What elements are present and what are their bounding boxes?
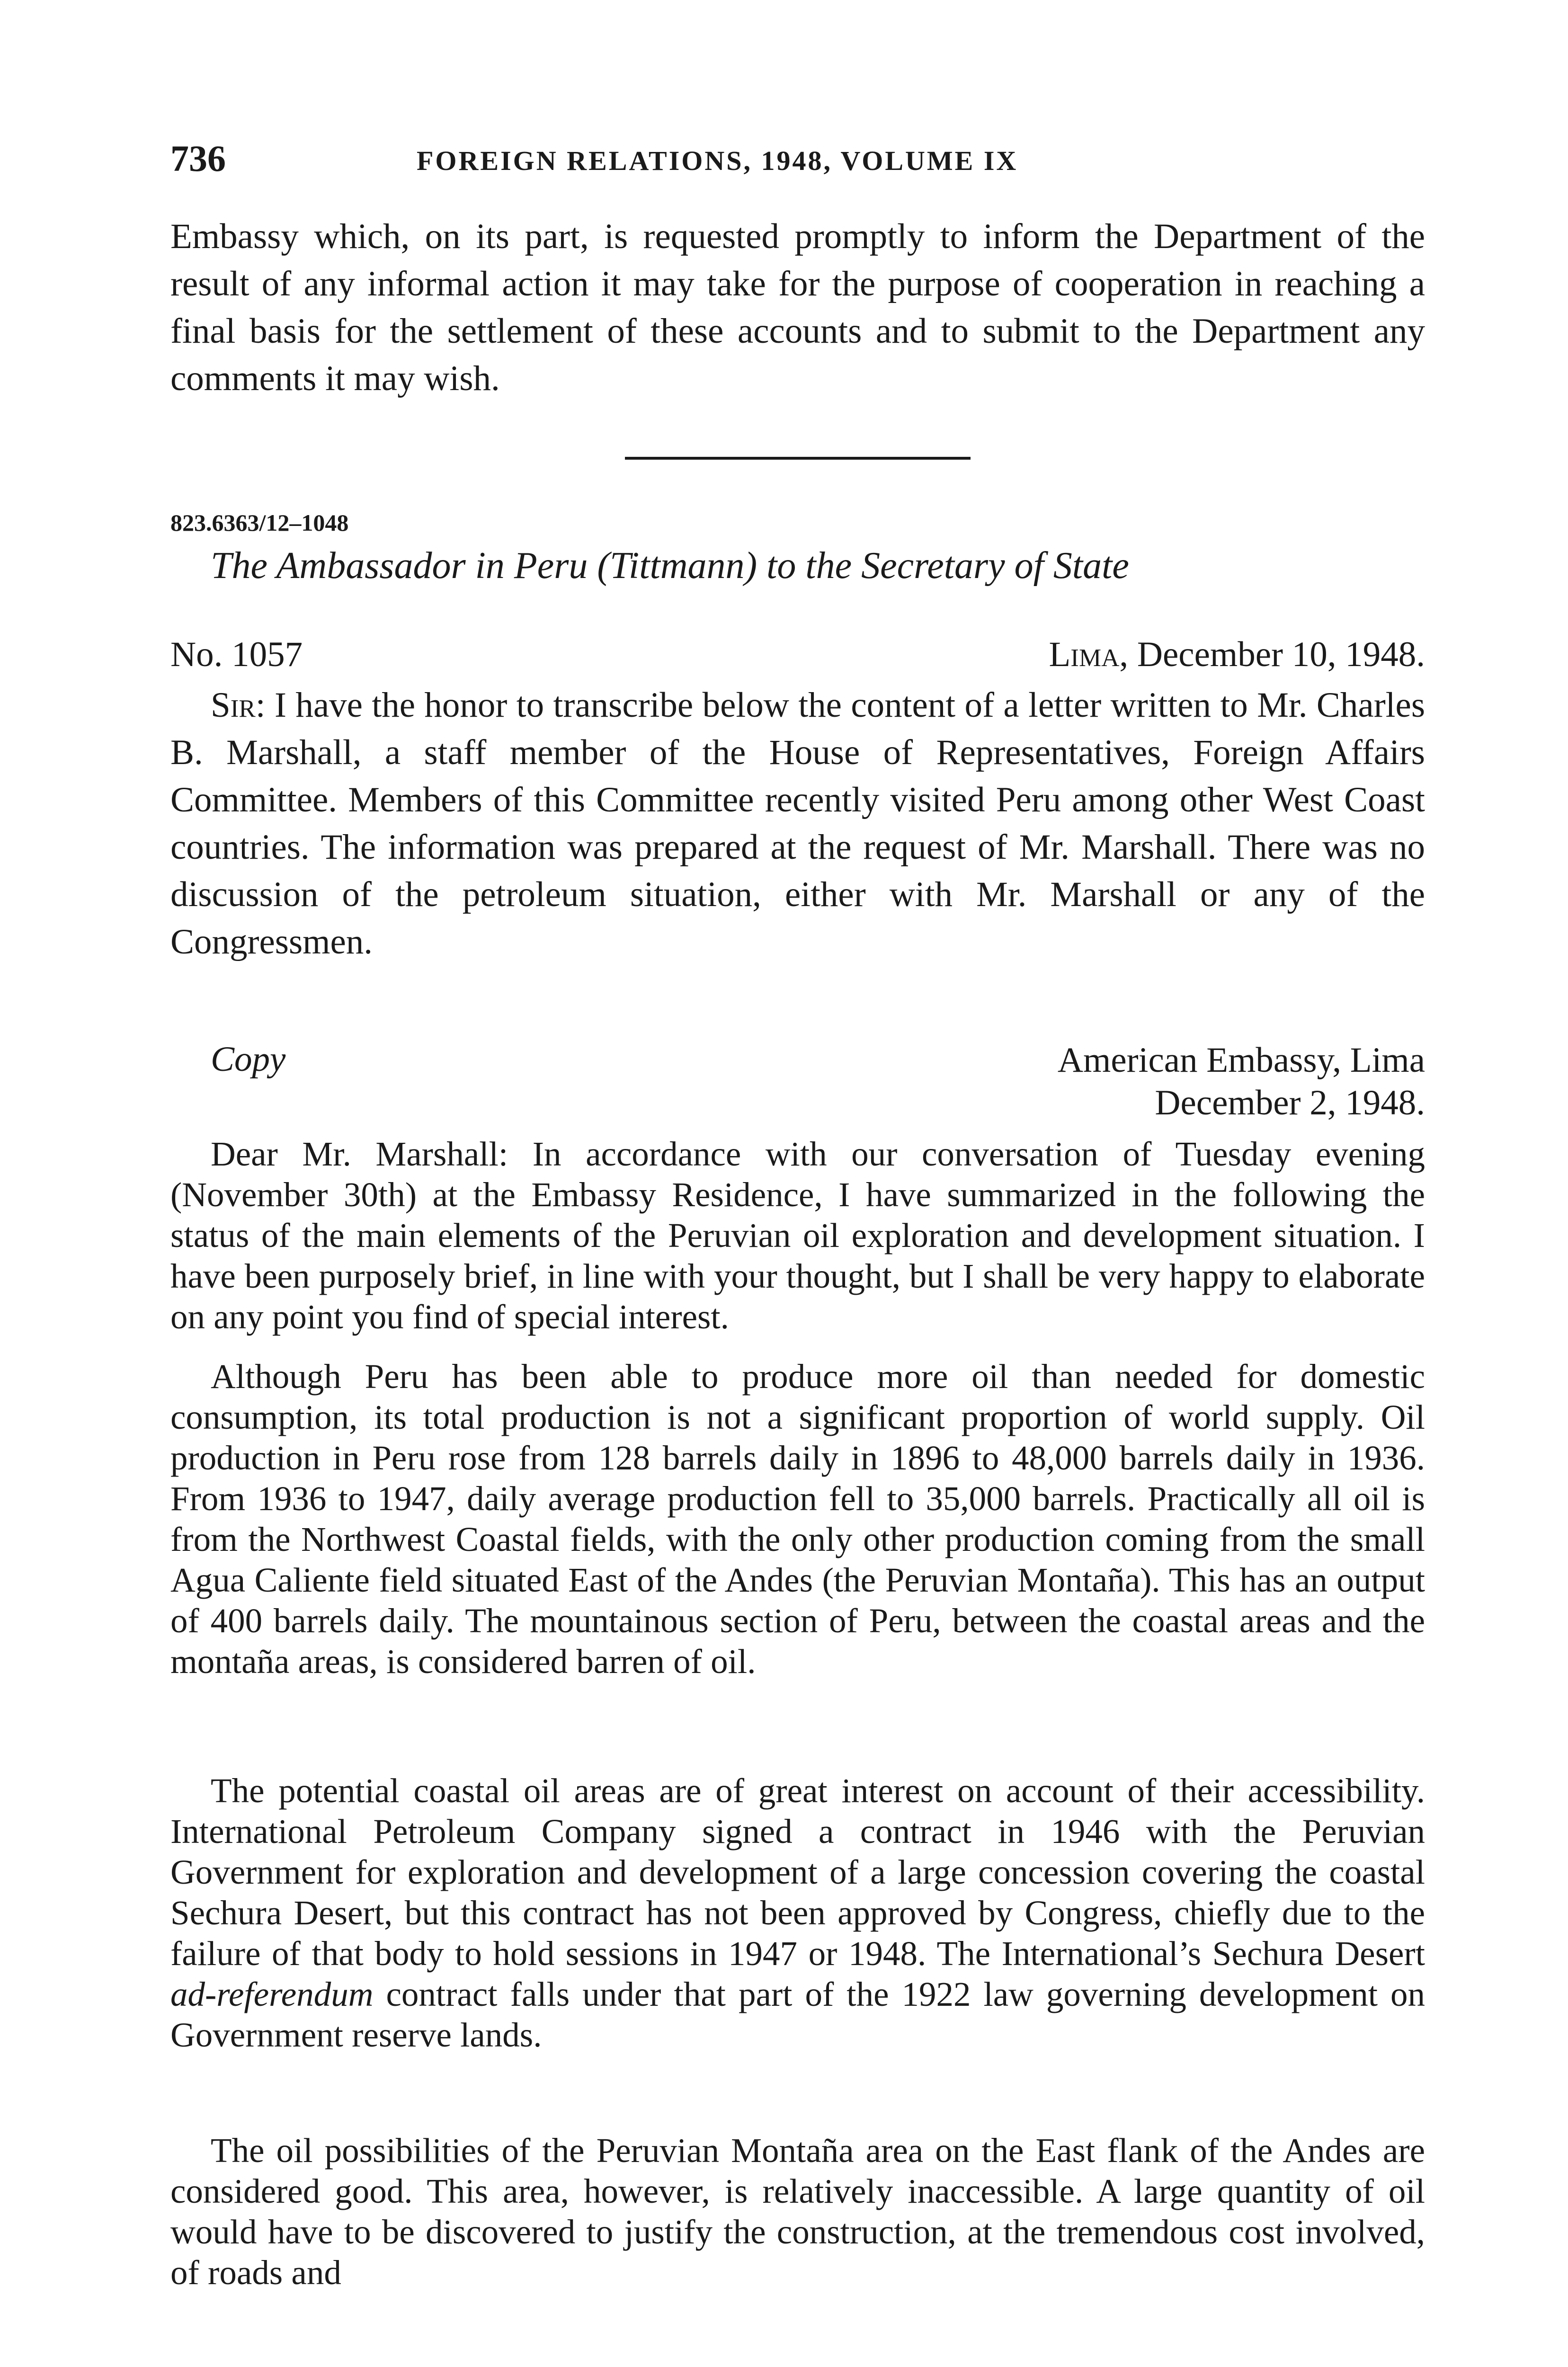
intro-paragraph bbox=[170, 682, 1425, 966]
dispatch-number: No. 1057 bbox=[170, 635, 303, 674]
letter-paragraph-2: Although Peru has been able to produce more oil than needed for domestic consumption, its total production is not a significant proportion of world supply. Oil production in Peru rose from 128 barrels daily in 1896 to 48,000 barrels daily in 1936. From 1936 to 1947, daily average production fell to 35,000 barrels. Practically all oil is from the Northwest Coastal fields, with the only other production coming from the small Agua Caliente field situated East of the Andes (the Peruvian Montaña). This has an output of 400 barrels daily. The mountainous section of Peru, between the coastal areas and the montaña areas, is considered barren of oil. bbox=[170, 1357, 1425, 1681]
file-number: 823.6363/12–1048 bbox=[170, 509, 349, 536]
letter-date: December 2, 1948. bbox=[1155, 1083, 1425, 1122]
running-title: FOREIGN RELATIONS, 1948, VOLUME IX bbox=[417, 145, 1018, 176]
dispatch-place: Lima bbox=[1049, 635, 1120, 674]
letter-paragraph-1: Dear Mr. Marshall: In accordance with our conversation of Tuesday evening (November 30th) at the Embassy Residence, I have summarized in the following the status of the main elements of the Peruvian oil exploration and development situation. I have been purposely brief, in line with your thought, but I shall be very happy to elaborate on any point you find of special interest. bbox=[170, 1135, 1425, 1336]
document-page bbox=[170, 0, 1425, 2367]
page-header bbox=[170, 137, 1425, 189]
ad-referendum-term: ad-referendum bbox=[170, 1975, 374, 2013]
intro-text: : I have the honor to transcribe below the content of a letter written to Mr. Charles B. Marshall, a staff member of the House of Representatives, Foreign Affairs Committee. Members of this Committee recently visited Peru among other West Coast countries. The information was prepared at the request of Mr. Marshall. There was no discussion of the petroleum situation, either with Mr. Marshall or any of the Congressmen. bbox=[170, 685, 1425, 961]
letter-paragraph-3-a: The potential coastal oil areas are of great interest on account of their accessibility. International Petroleum Company signed a contract in 1946 with the Peruvian Government for exploration and development of a large concession covering the coastal Sechura Desert, but this contract has not been approved by Congress, chiefly due to the failure of that body to hold sessions in 1947 or 1948. The International’s Sechura Desert bbox=[170, 1771, 1425, 1973]
continuation-paragraph: Embassy which, on its part, is requested promptly to inform the Department of the result of any informal action it may take for the purpose of cooperation in reaching a final basis for the settlement of these accounts and to submit to the Department any comments it may wish. bbox=[170, 217, 1425, 398]
page-number: 736 bbox=[170, 138, 226, 179]
document-title bbox=[211, 544, 1129, 587]
salutation: Sir bbox=[211, 685, 256, 725]
title-name: Tittmann bbox=[609, 545, 745, 587]
title-part-a: The Ambassador in Peru ( bbox=[211, 545, 610, 587]
letter-paragraph-4: The oil possibilities of the Peruvian Montaña area on the East flank of the Andes are considered good. This area, however, is relatively inaccessible. A large quantity of oil would have to be discovered to justify the construction, at the tremendous cost involved, of roads and bbox=[170, 2131, 1425, 2292]
dispatch-place-date bbox=[1049, 634, 1425, 675]
title-part-c: ) to the Secretary of State bbox=[744, 545, 1129, 587]
letter-paragraph-3-b: contract falls under that part of the 1922 law governing development on Government reserve lands. bbox=[170, 1975, 1425, 2054]
dispatch-date: , December 10, 1948. bbox=[1119, 635, 1425, 674]
section-divider bbox=[625, 457, 971, 460]
letter-paragraph-3 bbox=[170, 1771, 1425, 2056]
letter-address bbox=[1058, 1039, 1425, 1124]
letter-address-line1: American Embassy, Lima bbox=[1057, 1041, 1425, 1080]
copy-label: Copy bbox=[211, 1040, 286, 1079]
